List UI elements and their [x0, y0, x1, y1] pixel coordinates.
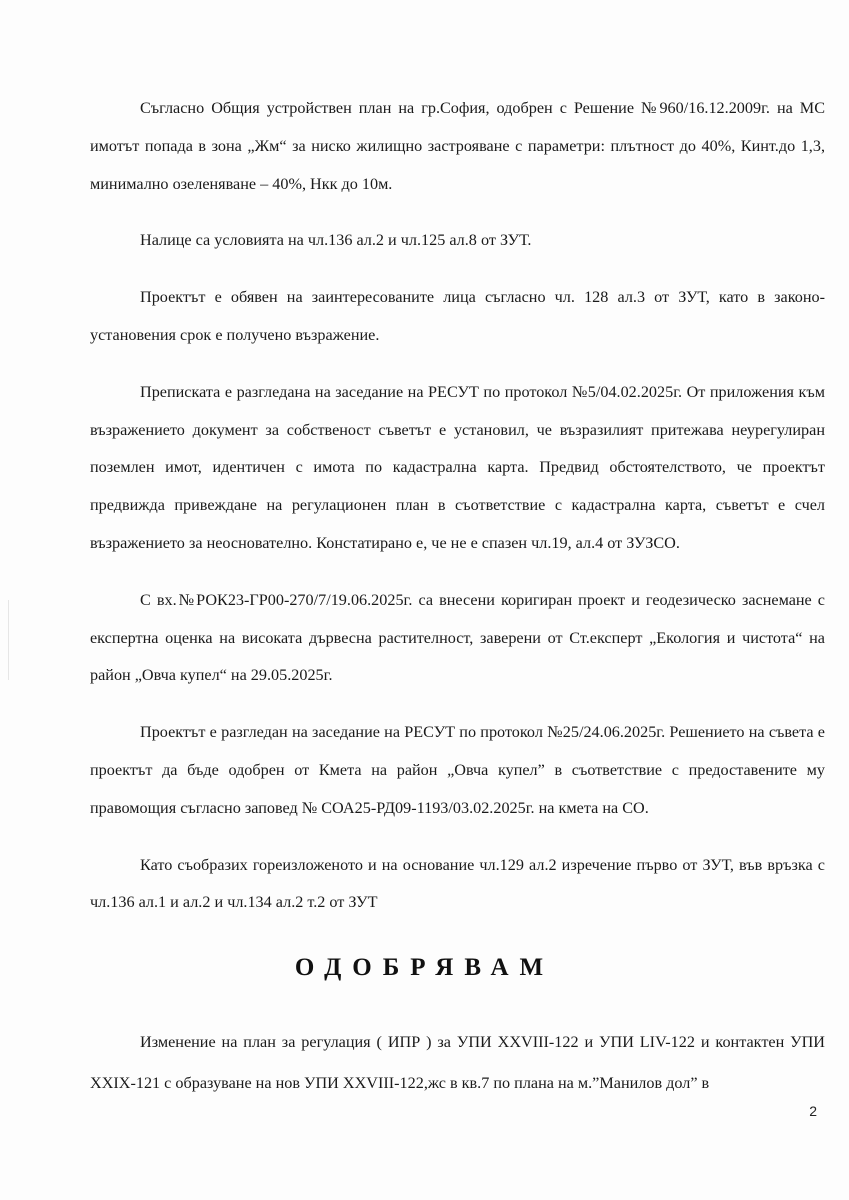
scan-edge-mark: [8, 600, 9, 680]
approval-heading: ОДОБРЯВАМ: [294, 954, 555, 981]
paragraph-conditions: Налице са условията на чл.136 ал.2 и чл.125 ал.8 от ЗУТ.: [140, 231, 532, 250]
paragraph-resut-review: Преписката е разгледана на заседание на РЕСУТ по протокол №5/04.02.2025г. От приложения към възражението документ за собственост съветът е установил, че възразилият притежава неурегулиран поземлен имот, идентичен с имота по кадастрална карта. Предвид обстоятелството, че проектът предвижда привеждане на регулационен план в съответствие с кадастрална карта, съветът е счел възражението за неоснователно. Констатирано е, че не е спазен чл.19, ал.4 от ЗУЗСО.: [90, 382, 825, 552]
decision-text: Изменение на план за регулация ( ИПР ) за УПИ XXVIII-122 и УПИ LIV-122 и контактен УПИ XXIX-121 с образуване на нов УПИ XXVIII-122,жс в кв.7 по плана на м.”Манилов дол” в: [90, 1033, 825, 1092]
paragraph-announcement: Проектът е обявен на заинтересованите лица съгласно чл. 128 ал.3 от ЗУТ, като в законо-установения срок е получено възражение.: [90, 288, 825, 344]
body-text: [90, 90, 825, 941]
paragraph-legal-basis: Като съобразих гореизложеното и на основание чл.129 ал.2 изречение първо от ЗУТ, във връзка с чл.136 ал.1 и ал.2 и чл.134 ал.2 т.2 от ЗУТ: [90, 855, 825, 912]
paragraph-corrected-project: С вх.№РОК23-ГР00-270/7/19.06.2025г. са внесени коригиран проект и геодезическо заснемане с експертна оценка на високата дървесна растителност, заверени от Ст.експерт „Екология и чистота“ на район „Овча купел“ на 29.05.2025г.: [90, 590, 825, 685]
page-number: 2: [809, 1103, 817, 1119]
paragraph-ous-zone: Съгласно Общия устройствен план на гр.София, одобрен с Решение №960/16.12.2009г. на МС имотът попада в зона „Жм“ за ниско жилищно застрояване с параметри: плътност до 40%, Кинт.до 1,3, минимално озеленяване – 40%, Нкк до 10м.: [90, 99, 825, 193]
paragraph-resut-decision: Проектът е разгледан на заседание на РЕСУТ по протокол №25/24.06.2025г. Решението на съвета е проектът да бъде одобрен от Кмета на район „Овча купел” в съответствие с предоставените му правомощия съгласно заповед № СОА25-РД09-1193/03.02.2025г. на кмета на СО.: [90, 723, 825, 817]
decision-block: [90, 1022, 825, 1123]
